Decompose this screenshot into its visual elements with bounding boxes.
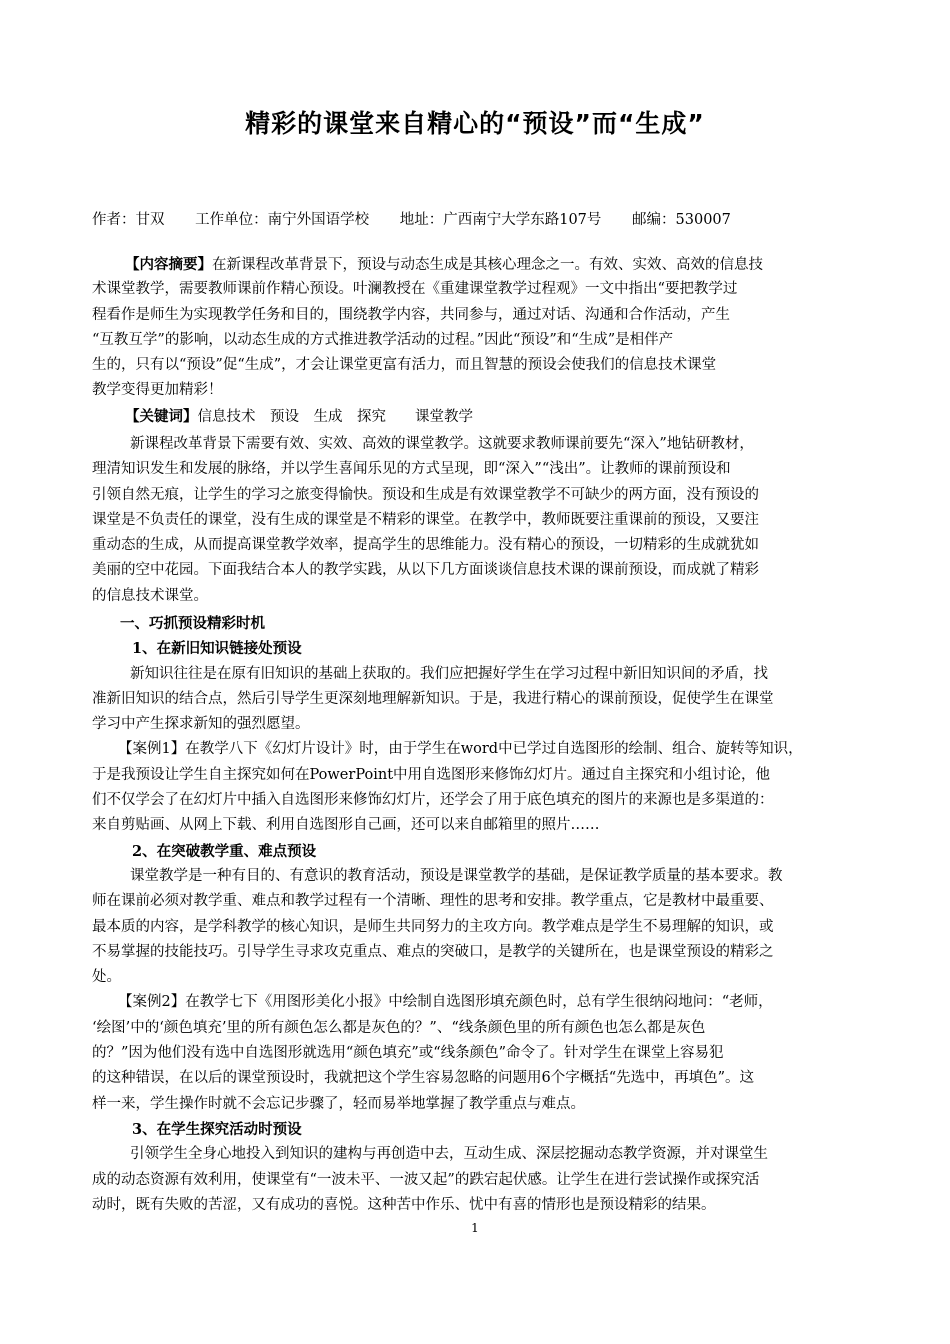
intro-paragraph [92,432,868,609]
section-1 [92,611,868,1218]
author-workplace: 工作单位：南宁外国语学校 [195,212,370,228]
intro-line: 新课程改革背景下需要有效、实效、高效的课堂教学。这就要求教师课前要先“深入”地钻研教材， [130,436,754,452]
abstract-section [92,252,868,429]
intro-line: 课堂是不负责任的课堂，没有生成的课堂是不精彩的课堂。在教学中，教师既要注重课前的预设，又要注 [92,511,759,528]
abstract-line: 生的，只有以“预设”促“生成”，才会让课堂更富有活力，而且智慧的预设会使我们的信息技术课堂 [92,357,717,374]
case-line: 【案例1】在教学八下《幻灯片设计》时，由于学生在word中已学过自选图形的绘制、组合、旋转等知识， [118,741,803,758]
body-line: 处。 [92,969,121,986]
intro-line: 美丽的空中花园。下面我结合本人的教学实践，从以下几方面谈谈信息技术课的课前预设，而成就了精彩 [92,562,759,579]
case-line: 样一来，学生操作时就不会忘记步骤了，轻而易举地掌握了教学重点与难点。 [92,1095,585,1112]
case-line: 们不仅学会了在幻灯片中插入自选图形来修饰幻灯片，还学会了用于底色填充的图片的来源也是多渠道的： [92,792,774,809]
abstract-line: 程看作是师生为实现教学任务和目的，围绕教学内容，共同参与，通过对话、沟通和合作活动，产生 [92,306,730,323]
intro-line: 的信息技术课堂。 [92,587,208,604]
subsection-heading: 3、在学生探究活动时预设 [132,1120,302,1138]
body-line: 成的动态资源有效利用，使课堂有“一波未平、一波又起”的跌宕起伏感。让学生在进行尝试操作或探究活 [92,1171,760,1188]
keywords-label: 【关键词】 [125,407,198,425]
abstract-line: 术课堂教学，需要教师课前作精心预设。叶澜教授在《重建课堂教学过程观》一文中指出“要把教学过 [92,281,738,298]
page-number: 1 [471,1221,479,1235]
abstract-line [92,252,868,277]
author-info [92,208,757,229]
abstract-line: “互教互学”的影响，以动态生成的方式推进教学活动的过程。”因此“预设”和“生成”是相伴产 [92,331,674,348]
case-line: 于是我预设让学生自主探究如何在PowerPoint中用自选图形来修饰幻灯片。通过自主探究和小组讨论，他 [92,766,771,783]
abstract-label: 【内容摘要】 [125,256,212,273]
body-line: 课堂教学是一种有目的、有意识的教育活动，预设是课堂教学的基础，是保证教学质量的基本要求。教 [130,867,783,884]
abstract-first-text: 在新课程改革背景下，预设与动态生成是其核心理念之一。有效、实效、高效的信息技 [212,257,763,273]
case-line: 的这种错误，在以后的课堂预设时，我就把这个学生容易忽略的问题用6个字概括“先选中，再填色”。这 [92,1070,755,1087]
body-line: 学习中产生探求新知的强烈愿望。 [92,716,310,733]
body-line: 师在课前必须对教学重、难点和教学过程有一个清晰、理性的思考和安排。教学重点，它是教材中最重要、 [92,893,774,910]
body-line: 引领学生全身心地投入到知识的建构与再创造中去，互动生成、深层挖掘动态教学资源，并对课堂生 [130,1146,768,1163]
author-postcode: 邮编：530007 [632,212,731,228]
keywords-line [92,404,868,429]
subsection-heading: 1、在新旧知识链接处预设 [132,640,302,658]
body-line: 新知识往往是在原有旧知识的基础上获取的。我们应把握好学生在学习过程中新旧知识间的矛盾，找 [130,665,768,682]
body-line: 最本质的内容，是学科教学的核心知识，是师生共同努力的主攻方向。教学难点是学生不易理解的知识，或 [92,918,774,935]
document-title: 精彩的课堂来自精心的“预设”而“生成” [245,109,705,138]
abstract-line: 教学变得更加精彩！ [92,382,223,399]
author-address: 地址：广西南宁大学东路107号 [399,212,602,228]
intro-line: 重动态的生成，从而提高课堂教学效率，提高学生的思维能力。没有精心的预设，一切精彩的生成就犹如 [92,537,759,554]
subsection-heading: 2、在突破教学重、难点预设 [132,842,317,860]
intro-line: 理清知识发生和发展的脉络，并以学生喜闻乐见的方式呈现，即“深入”“浅出”。让教师的课前预设和 [92,461,731,478]
case-line: 【案例2】在教学七下《用图形美化小报》中绘制自选图形填充颜色时，总有学生很纳闷地问：“老师， [118,994,773,1011]
keywords-text: 信息技术 预设 生成 探究 课堂教学 [197,408,473,425]
body-line: 动时，既有失败的苦涩，又有成功的喜悦。这种苦中作乐、忧中有喜的情形也是预设精彩的结果。 [92,1196,716,1213]
case-line: ‘绘图’中的‘颜色填充’里的所有颜色怎么都是灰色的？”、“线条颜色里的所有颜色也怎么都是灰色 [92,1019,706,1036]
section-heading: 一、巧抓预设精彩时机 [120,615,265,632]
case-line: 来自剪贴画、从网上下载、利用自选图形自己画，还可以来自邮箱里的照片…… [92,817,600,834]
body-line: 准新旧知识的结合点，然后引导学生更深刻地理解新知识。于是，我进行精心的课前预设，促使学生在课堂 [92,690,774,707]
body-line: 不易掌握的技能技巧。引导学生寻求攻克重点、难点的突破口，是教学的关键所在，也是课堂预设的精彩之 [92,943,774,960]
intro-line: 引领自然无痕，让学生的学习之旅变得愉快。预设和生成是有效课堂教学不可缺少的两方面，没有预设的 [92,486,759,503]
case-line: 的？”因为他们没有选中自选图形就选用“颜色填充”或“线条颜色”命令了。针对学生在课堂上容易犯 [92,1045,724,1062]
author-name: 作者：甘双 [92,212,165,228]
